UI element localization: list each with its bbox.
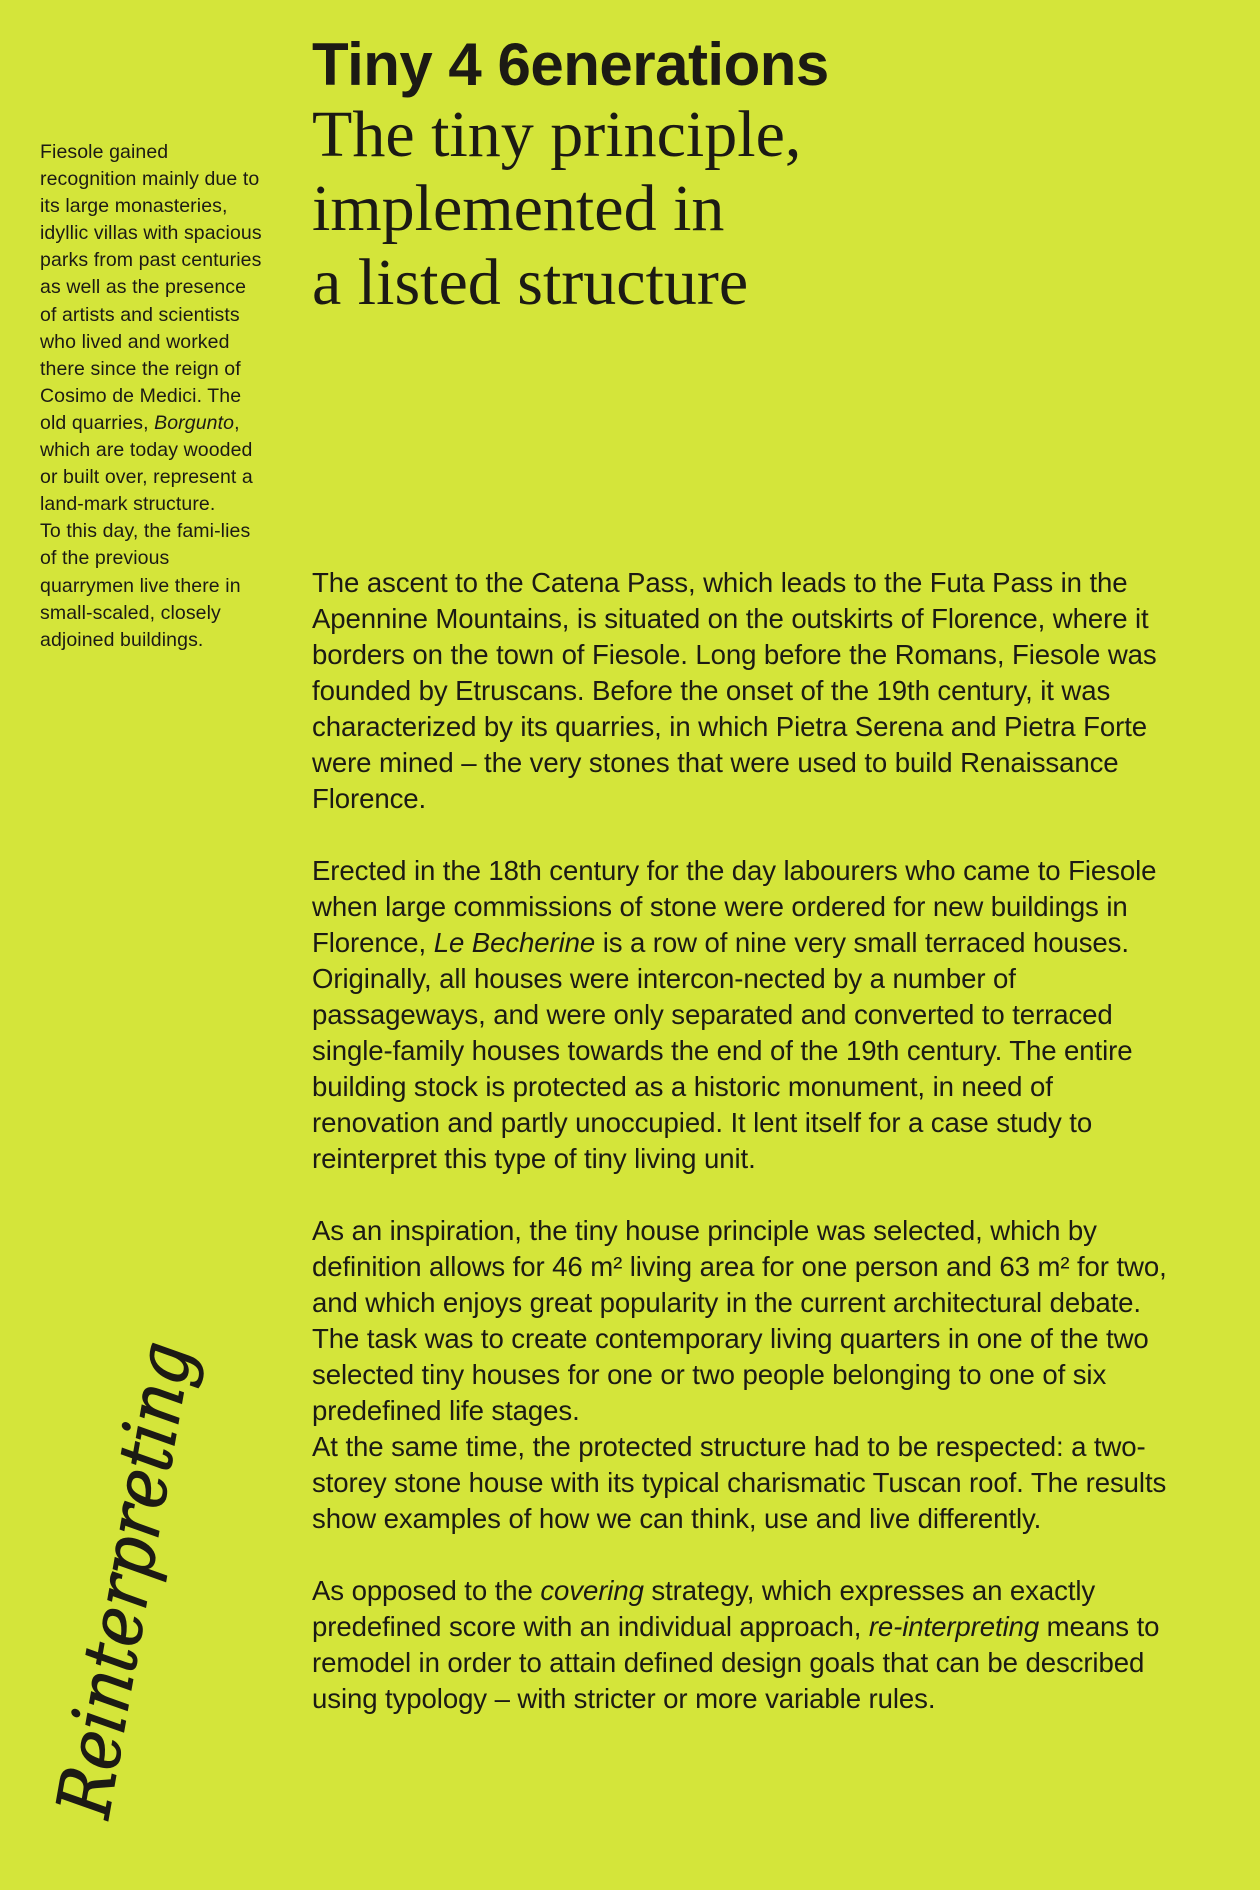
handwritten-signature-icon: [30, 1261, 223, 1830]
sidebar-note: [40, 139, 266, 654]
body-text-run: strategy, which expresses an exactly predefined score with an individual approach,: [312, 1575, 1096, 1642]
body-text-run: is a row of nine very small terraced houses. Originally, all houses were intercon-nected by a number of passageways, and were only separated and converted to terraced single-family houses towards the end of the 19th century. The entire building stock is protected as a historic monument, in need of renovation and partly unoccupied. It lent itself for a case study to reinterpret this type of tiny living unit.: [312, 927, 1133, 1174]
page-subtitle: [312, 98, 952, 320]
sidebar-note-text: Fiesole gained recognition mainly due to its large monasteries, idyllic villas with spacious parks from past centuries as well as the presence of artists and scientists who lived and worked there since the reign of Cosimo de Medici. The old quarries,: [40, 141, 262, 434]
body-paragraph: [312, 1573, 1172, 1717]
body-text-run: As opposed to the: [312, 1575, 541, 1606]
page-title: Tiny 4 6enerations: [312, 31, 829, 98]
body-text-run: Erected in the 18th century for the day labourers who came to Fiesole when large commissions of stone were ordered for new buildings in Florence,: [312, 855, 1157, 958]
subtitle-line: implemented in: [312, 172, 725, 245]
body-italic: Le Becherine: [433, 927, 596, 958]
sidebar-note-paragraph: To this day, the fami-lies of the previous quarrymen live there in small-scaled, closely adjoined buildings.: [40, 520, 251, 651]
body-text: [312, 565, 1172, 1753]
body-paragraph: [312, 1213, 1172, 1537]
body-italic: re-interpreting: [868, 1611, 1040, 1642]
body-text-run: means to remodel in order to attain defined design goals that can be described using typology – with stricter or more variable rules.: [312, 1611, 1160, 1714]
body-text-run: As an inspiration, the tiny house principle was selected, which by definition allows for 46 m² living area for one person and 63 m² for two, and which enjoys great popularity in the current architectural debate. The task was to create contemporary living quarters in one of the two selected tiny houses for one or two people belonging to one of six predefined life stages.: [312, 1215, 1167, 1426]
handwritten-label: [30, 1261, 223, 1830]
body-paragraph: The ascent to the Catena Pass, which leads to the Futa Pass in the Apennine Mountains, is situated on the outskirts of Florence, where it borders on the town of Fiesole. Long before the Romans, Fiesole was founded by Etruscans. Before the onset of the 19th century, it was characterized by its quarries, in which Pietra Serena and Pietra Forte were mined – the very stones that were used to build Renaissance Florence.: [312, 567, 1157, 814]
sidebar-note-italic: Borgunto: [154, 411, 235, 434]
body-text-run: At the same time, the protected structure had to be respected: a two-storey stone house with its typical charismatic Tuscan roof. The results show examples of how we can think, use and live differently.: [312, 1431, 1167, 1534]
body-paragraph: [312, 853, 1172, 1177]
subtitle-line: The tiny principle,: [312, 98, 802, 171]
sidebar-note-text: , which are today wooded or built over, represent a land-mark structure.: [40, 411, 253, 516]
headline: [312, 32, 1212, 320]
sidebar-note-paragraph: [40, 139, 266, 518]
subtitle-line: a listed structure: [312, 246, 749, 319]
handwritten-label-text: Reinterpreting: [41, 1261, 223, 1824]
body-italic: covering: [540, 1575, 644, 1606]
